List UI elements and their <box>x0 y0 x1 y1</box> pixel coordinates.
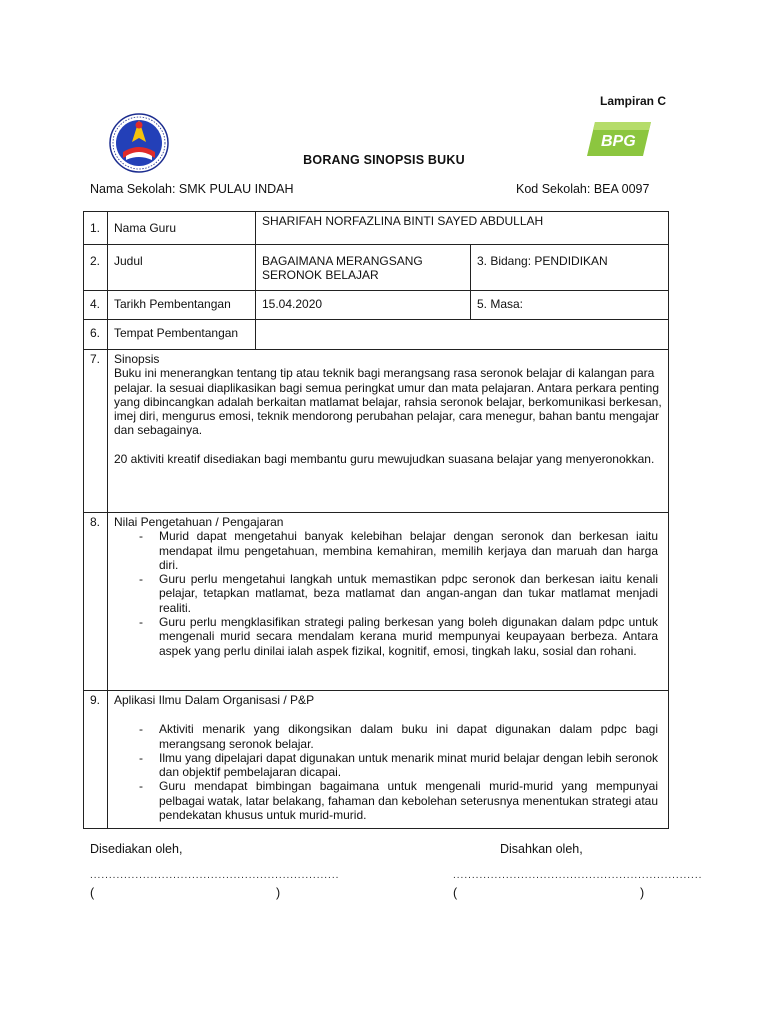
synopsis-paragraph-2: 20 aktiviti kreatif disediakan bagi membantu guru mewujudkan suasana belajar yang menyeronokkan. <box>114 451 655 466</box>
row-date <box>84 291 669 320</box>
knowledge-cell <box>108 513 669 691</box>
list-item: - Guru perlu mengklasifikan strategi paling berkesan yang boleh digunakan dalam pdpc untuk mengenali murid secara mendalam kerana murid mempunyai keupayaan berbeza. Antara aspek yang perlu dinilai ialah aspek fizikal, kognitif, emosi, tingkah laku, sosial dan rohani. <box>159 615 658 658</box>
synopsis-paragraph-1: Buku ini menerangkan tentang tip atau teknik bagi merangsang rasa seronok belajar di kalangan para pelajar. Ia sesuai diaplikasikan bagi semua peringkat umur dan mata pelajaran. Antara perkara penting yang dibincangkan adalah berkaitan matlamat belajar, rahsia seronok belajar, berkomunikasi berkesan, imej diri, mengurus emosi, teknik mendorong perubahan pelajar, cara menegur, bahan bantu mengajar dan sebagainya. <box>114 366 662 438</box>
approved-open-paren: ( <box>453 886 458 900</box>
list-item: - Murid dapat mengetahui banyak kelebihan belajar dengan seronok dan berkesan iaitu mendapat ilmu pengetahuan, membina kemahiran, memilih kerjaya dan maruah dan harga diri. <box>159 529 658 572</box>
row-number: 1. <box>84 212 108 245</box>
synopsis-form-table <box>83 211 669 829</box>
row-number: 2. <box>84 245 108 291</box>
list-item: - Ilmu yang dipelajari dapat digunakan untuk menarik minat murid belajar dengan lebih seronok dan objektif pembelajaran dicapai. <box>159 751 658 780</box>
application-list <box>114 722 662 822</box>
date-label: Tarikh Pembentangan <box>108 291 256 320</box>
duration-value: 5. Masa: <box>471 291 669 320</box>
book-title-value <box>256 245 471 291</box>
application-cell <box>108 691 669 829</box>
row-venue <box>84 320 669 350</box>
knowledge-title: Nilai Pengetahuan / Pengajaran <box>114 515 284 529</box>
prepared-signature-line: .................................................................. <box>90 870 340 881</box>
application-title: Aplikasi Ilmu Dalam Organisasi / P&P <box>114 693 315 707</box>
approved-signature-line: .................................................................. <box>453 870 703 881</box>
list-item: - Guru perlu mengetahui langkah untuk memastikan pdpc seronok dan berkesan iaitu kenali pelajar, tetapkan matlamat, beza matlamat dan angan-angan dan tukar matlamat menjadi realiti. <box>159 572 658 615</box>
synopsis-title: Sinopsis <box>114 352 160 366</box>
school-name: Nama Sekolah: SMK PULAU INDAH <box>90 182 294 196</box>
row-title <box>84 245 669 291</box>
date-value: 15.04.2020 <box>256 291 471 320</box>
school-code: Kod Sekolah: BEA 0097 <box>516 182 650 196</box>
venue-value <box>256 320 669 350</box>
venue-label: Tempat Pembentangan <box>108 320 256 350</box>
row-number: 8. <box>84 513 108 691</box>
row-number: 7. <box>84 350 108 513</box>
bpg-logo-text: BPG <box>601 133 636 150</box>
title-label: Judul <box>108 245 256 291</box>
synopsis-cell <box>108 350 669 513</box>
prepared-open-paren: ( <box>90 886 95 900</box>
teacher-name-label: Nama Guru <box>108 212 256 245</box>
field-value: 3. Bidang: PENDIDIKAN <box>471 245 669 291</box>
attachment-label: Lampiran C <box>600 94 667 108</box>
row-synopsis <box>84 350 669 513</box>
approved-by-label: Disahkan oleh, <box>500 842 583 856</box>
book-title-line-2: SERONOK BELAJAR <box>262 268 379 283</box>
knowledge-list <box>114 529 662 658</box>
row-teacher-name <box>84 212 669 245</box>
row-number: 4. <box>84 291 108 320</box>
teacher-name-value: SHARIFAH NORFAZLINA BINTI SAYED ABDULLAH <box>256 212 669 245</box>
form-title: BORANG SINOPSIS BUKU <box>303 153 465 167</box>
row-knowledge-value <box>84 513 669 691</box>
row-number: 9. <box>84 691 108 829</box>
row-number: 6. <box>84 320 108 350</box>
row-application <box>84 691 669 829</box>
prepared-by-label: Disediakan oleh, <box>90 842 183 856</box>
list-item: - Guru mendapat bimbingan bagaimana untuk mengenali murid-murid yang mempunyai pelbagai watak, latar belakang, fahaman dan kebolehan seterusnya menentukan strategi atau pendekatan khusus untuk murid-murid. <box>159 779 658 822</box>
approved-close-paren: ) <box>640 886 645 900</box>
list-item: - Aktiviti menarik yang dikongsikan dalam buku ini dapat digunakan dalam pdpc bagi merangsang seronok belajar. <box>159 722 658 751</box>
prepared-close-paren: ) <box>276 886 281 900</box>
book-title-line-1: BAGAIMANA MERANGSANG <box>262 254 423 268</box>
